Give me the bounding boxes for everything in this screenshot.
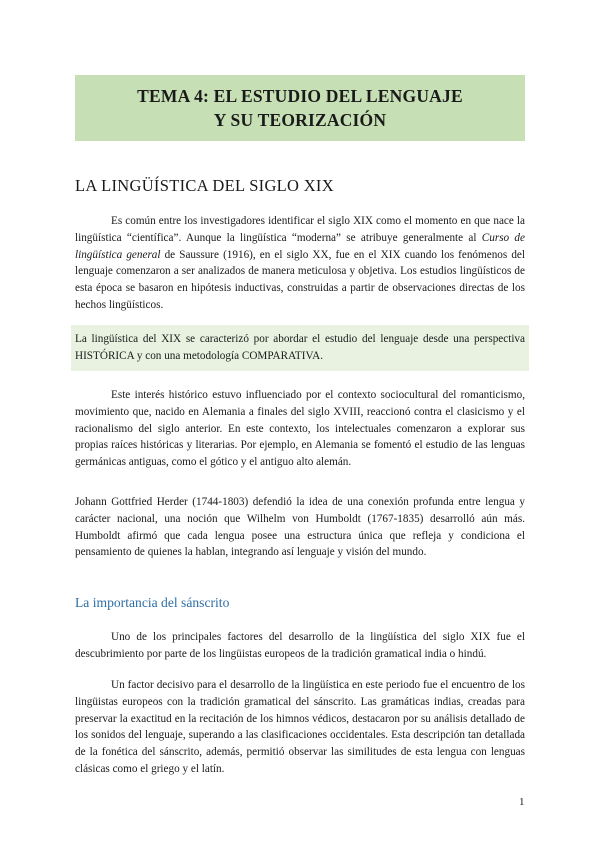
page-number: 1 (519, 796, 525, 808)
book-title: Curso de lingüística general (75, 231, 525, 261)
subsection-heading: La importancia del sánscrito (75, 595, 230, 610)
title-line-1: TEMA 4: EL ESTUDIO DEL LENGUAJE (137, 86, 463, 106)
title-line-2: Y SU TEORIZACIÓN (213, 110, 387, 130)
paragraph-romanticism: Este interés histórico estuvo influenciado por el contexto sociocultural del romanticismo, movimiento que, nacido en Alemania a finales del siglo XVIII, reaccionó contra el clasicismo y el racionalismo del siglo anterior. En este contexto, los intelectuales comenzaron a explorar sus propias raíces históricas y literarias. Por ejemplo, en Alemania se fomentó el estudio de las lenguas germánicas antiguas, como el gótico y el antiguo alto alemán. (75, 389, 525, 469)
paragraph-sanskrit-1: Uno de los principales factores del desarrollo de la lingüística del siglo XIX fue el descubrimiento por parte de los lingüistas europeos de la tradición gramatical india o hindú. (75, 631, 525, 660)
section-heading: LA LINGÜÍSTICA DEL SIGLO XIX (75, 176, 334, 195)
paragraph-intro-text-b: de Saussure (1916), en el siglo XX, fue en el XIX cuando los fenómenos del lenguaje comenzaron a ser analizados de manera meticulosa y objetiva. Los estudios lingüísticos de esta época se basaron en hipótesis inductivas, construidas a partir de observaciones directas de los hechos lingüísticos. (75, 248, 525, 311)
highlight-box (71, 325, 529, 371)
paragraph-herder: Johann Gottfried Herder (1744-1803) defendió la idea de una conexión profunda entre lengua y carácter nacional, una noción que Wilhelm von Humboldt (1767-1835) desarrolló aún más. Humboldt afirmó que cada lengua posee una estructura única que refleja y condiciona el pensamiento de quienes la hablan, integrando así lenguaje y visión del mundo. (75, 496, 525, 559)
highlight-text: La lingüística del XIX se caracterizó por abordar el estudio del lenguaje desde una perspectiva HISTÓRICA y con una metodología COMPARATIVA. (75, 333, 525, 362)
paragraph-intro (75, 213, 525, 314)
paragraph-intro-text-a: Es común entre los investigadores identificar el siglo XIX como el momento en que nace la lingüística “científica”. Aunque la lingüística “moderna” se atribuye generalmente al (75, 215, 525, 244)
paragraph-sanskrit-2: Un factor decisivo para el desarrollo de la lingüística en este periodo fue el encuentro de los lingüistas europeos con la tradición gramatical del sánscrito. Las gramáticas indias, creadas para preservar la exactitud en la recitación de los himnos védicos, destacaron por su análisis detallado de los sonidos del lenguaje, superando a las clasificaciones occidentales. Esta descripción tan detallada de la fonética del sánscrito, además, permitió observar las similitudes de esta lengua con lenguas clásicas como el griego y el latín. (75, 679, 525, 775)
title-box (75, 75, 525, 141)
